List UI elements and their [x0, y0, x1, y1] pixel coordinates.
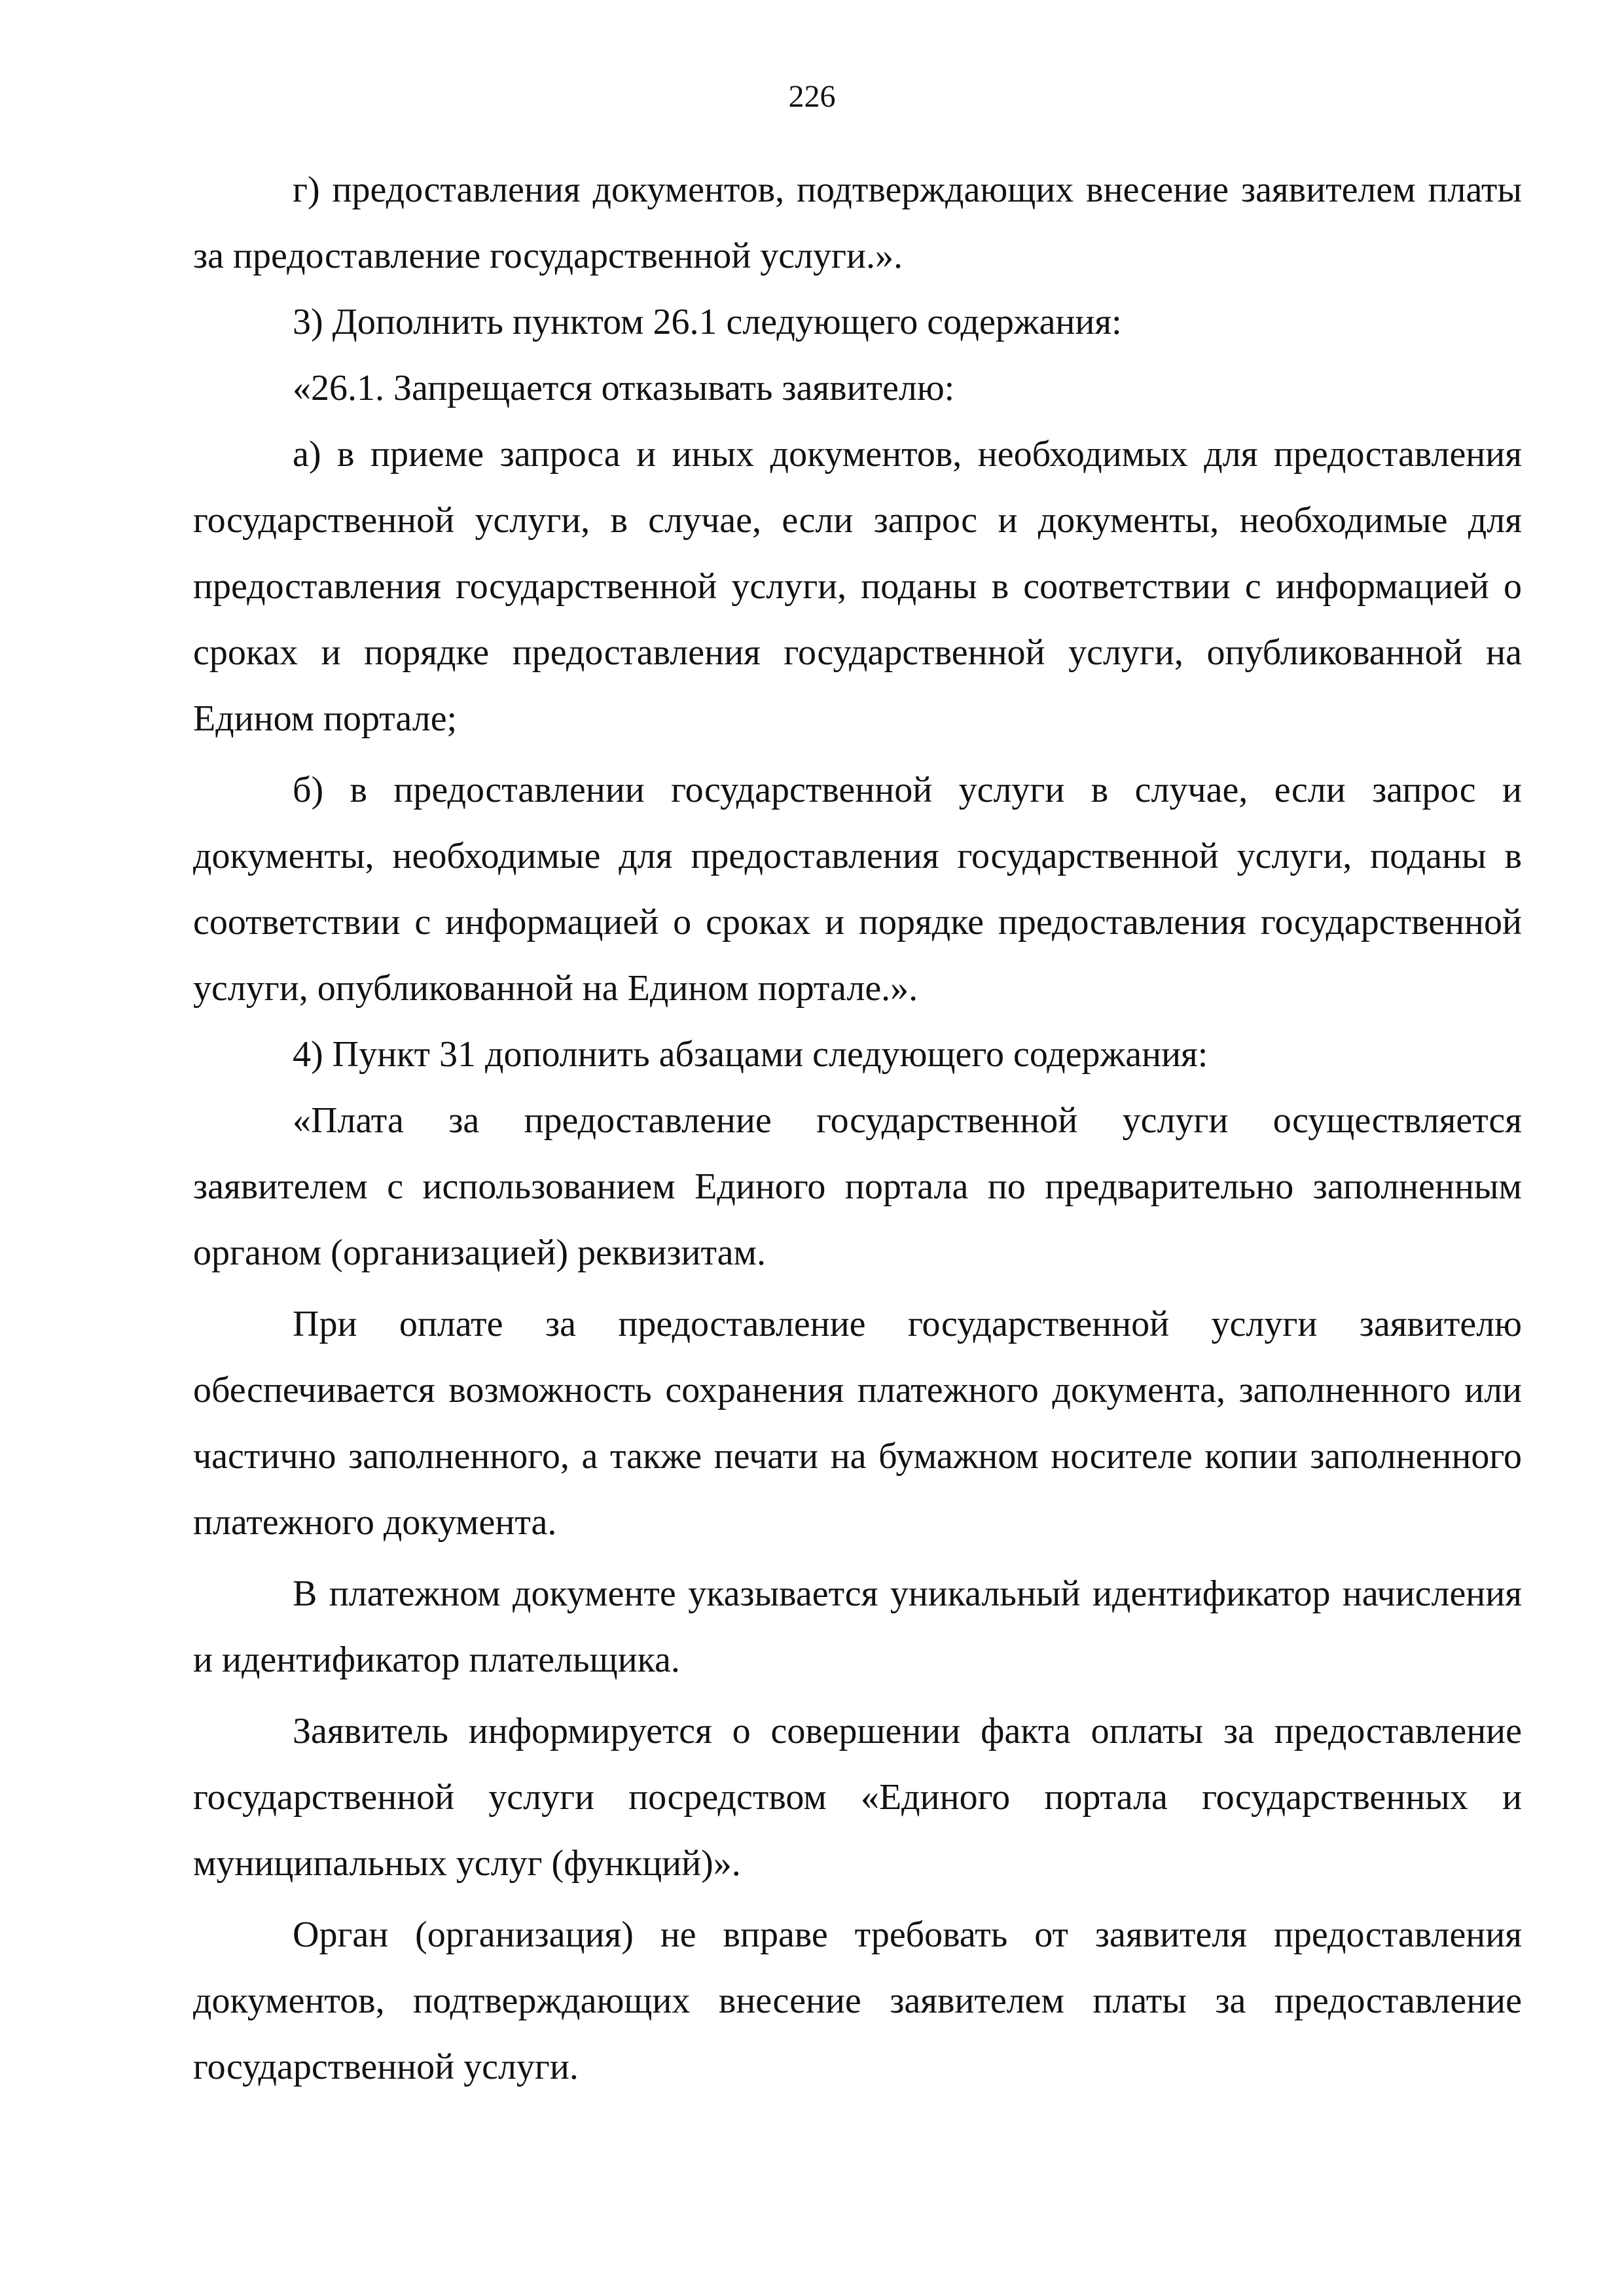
- paragraph-item-b: б) в предоставлении государственной услуги в случае, если запрос и документы, необходимые для предоставления государственной услуги, поданы в соответствии с информацией о сроках и порядке предоставления государственной услуги, опубликованной на Едином портале.».: [193, 770, 1522, 1009]
- paragraph-payment-document-saving: При оплате за предоставление государственной услуги заявителю обеспечивается возможность сохранения платежного документа, заполненного или частично заполненного, а также печати на бумажном носителе копии заполненного платежного документа.: [193, 1304, 1522, 1543]
- paragraph-item-26-1-intro: «26.1. Запрещается отказывать заявителю:: [293, 368, 955, 408]
- page-number: 226: [788, 79, 836, 114]
- paragraph-payment-identifiers: В платежном документе указывается уникальный идентификатор начисления и идентификатор плательщика.: [193, 1573, 1522, 1680]
- paragraph-item-a: а) в приеме запроса и иных документов, необходимых для предоставления государственной услуги, в случае, если запрос и документы, необходимые для предоставления государственной услуги, поданы в соответствии с информацией о сроках и порядке предоставления государственной услуги, опубликованной на Едином портале;: [193, 434, 1522, 739]
- paragraph-add-item-26-1: 3) Дополнить пунктом 26.1 следующего содержания:: [293, 302, 1122, 342]
- paragraph-item-31-amend: 4) Пункт 31 дополнить абзацами следующего содержания:: [293, 1034, 1208, 1075]
- paragraph-no-proof-required: Орган (организация) не вправе требовать от заявителя предоставления документов, подтверждающих внесение заявителем платы за предоставление государственной услуги.: [193, 1914, 1522, 2087]
- paragraph-g-payment-documents: г) предоставления документов, подтверждающих внесение заявителем платы за предоставление государственной услуги.».: [193, 170, 1522, 276]
- paragraph-payment-notification: Заявитель информируется о совершении факта оплаты за предоставление государственной услуги посредством «Единого портала государственных и муниципальных услуг (функций)».: [193, 1711, 1522, 1884]
- document-body: [193, 157, 1522, 2100]
- paragraph-payment-via-portal: «Плата за предоставление государственной услуги осуществляется заявителем с использованием Единого портала по предварительно заполненным органом (организацией) реквизитам.: [193, 1100, 1522, 1273]
